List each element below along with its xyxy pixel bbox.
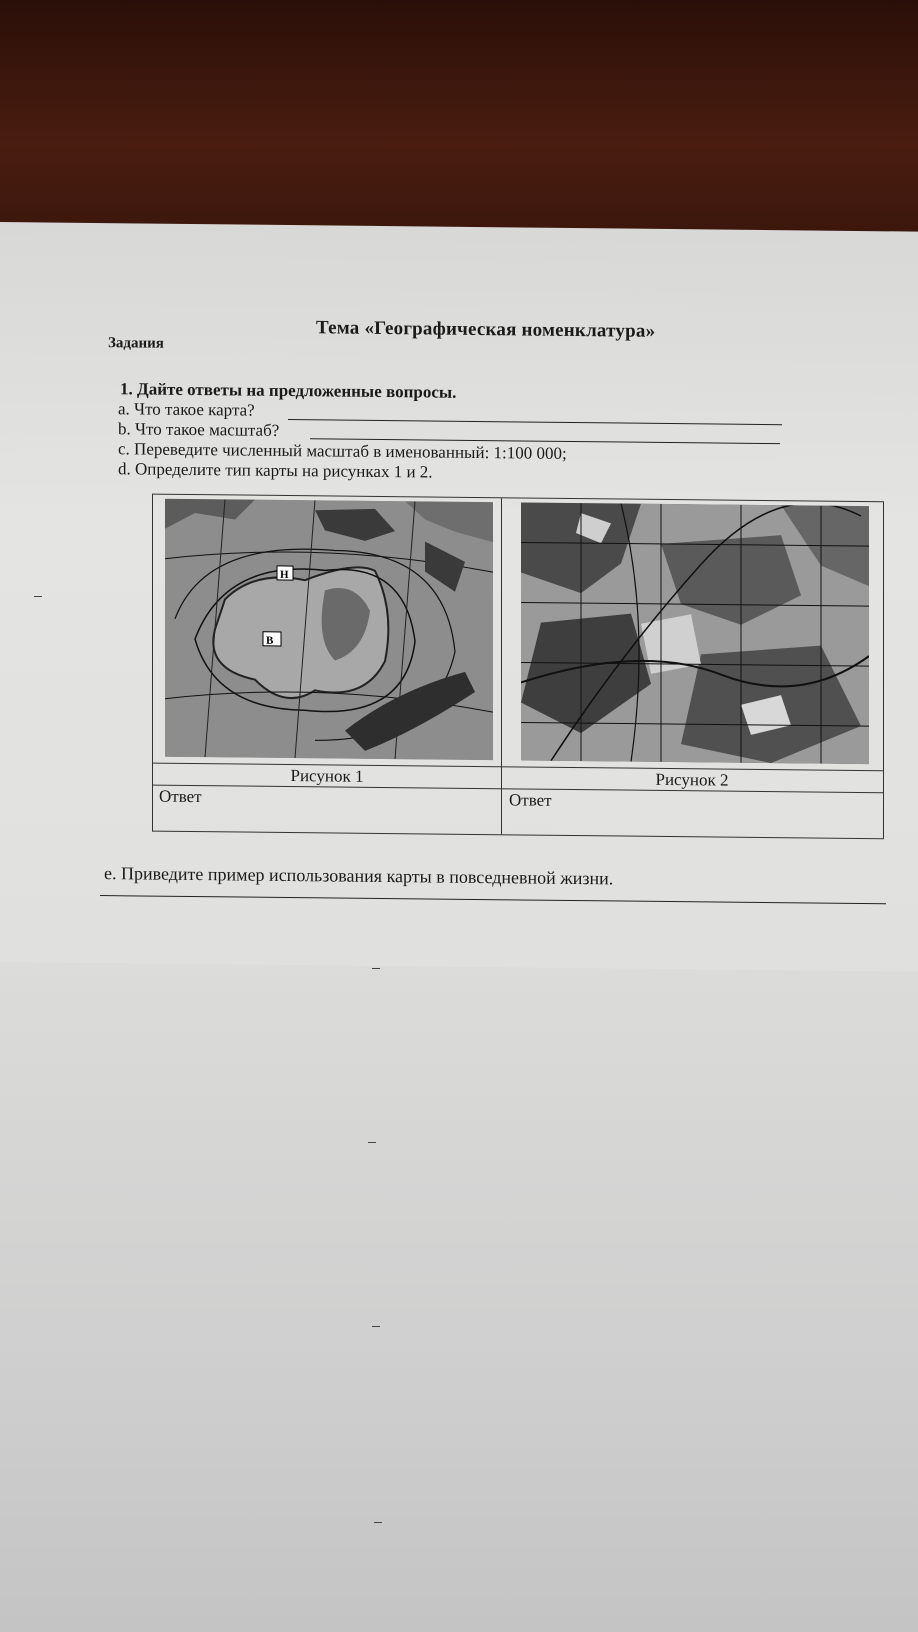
page-title: Тема «Географическая номенклатура» (316, 317, 656, 342)
answer-label-2: Ответ (509, 790, 552, 810)
question-1: 1. Дайте ответы на предложенные вопросы. (120, 379, 457, 402)
figure-2-topographic-map (521, 502, 869, 764)
paper-mark (368, 1142, 376, 1143)
paper-mark (34, 596, 42, 597)
tasks-heading: Задания (108, 335, 164, 352)
weather-map-image (165, 499, 493, 760)
paper-mark (372, 1326, 380, 1327)
answer-line-e[interactable] (100, 895, 886, 904)
answer-line-a[interactable] (288, 419, 782, 425)
map-label-b: В (266, 634, 274, 647)
worksheet (0, 222, 918, 972)
paper-mark (372, 968, 380, 969)
paper-mark (374, 1522, 382, 1523)
caption-figure-1: Рисунок 1 (290, 766, 364, 786)
caption-figure-2: Рисунок 2 (655, 769, 729, 790)
map-label-h: Н (280, 568, 289, 582)
answer-label-1: Ответ (159, 786, 202, 807)
question-d: d. Определите тип карты на рисунках 1 и 2. (118, 459, 433, 482)
question-c: c. Переведите численный масштаб в именованный: 1:100 000; (118, 439, 567, 463)
figure-1-weather-map (165, 499, 493, 760)
table-surface-top (0, 0, 918, 240)
paper-lower-sheet (0, 950, 918, 1632)
question-b: b. Что такое масштаб? (118, 419, 280, 440)
question-e: e. Приведите пример использования карты в повседневной жизни. (104, 863, 614, 889)
maps-table (152, 494, 884, 840)
question-a: a. Что такое карта? (118, 399, 255, 420)
topo-map-image (521, 502, 869, 764)
